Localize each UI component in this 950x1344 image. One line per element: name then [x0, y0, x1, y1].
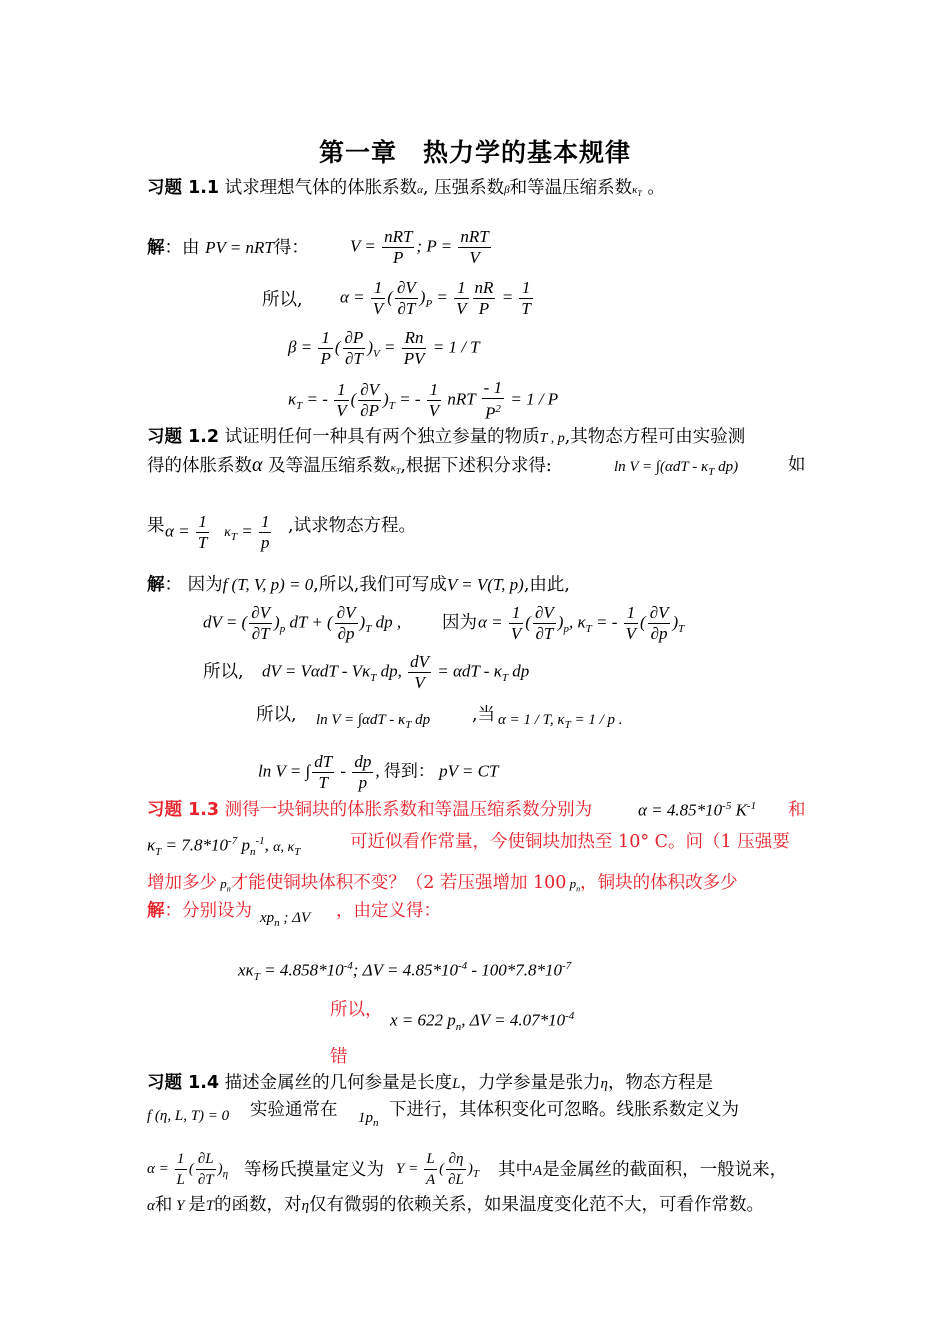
wrong-mark: 错: [330, 1047, 348, 1067]
solution-1-1: 解：由 PV = nRT得：: [147, 238, 309, 258]
equation-1-1-kappa: $\kappa_T$ = - $\frac{1}{V}$ ( $\frac{\partial V}{\partial P}$ )$_T$ = - $\frac{1}{V}$ nRT $\frac{- 1}{P^2}$ = 1 / P: [288, 378, 559, 423]
problem-1-2: 习题 1.2 试证明任何一种具有两个独立参量的物质T , p,其物态方程可由实验测: [147, 427, 746, 447]
equation-1-3-result: x = 622 $p_n$, $\Delta V = 4.07*10^{-4}$: [390, 1010, 575, 1034]
solution-1-3: 解：分别设为: [147, 901, 252, 921]
equation-1-1-alpha: α = $\frac{1}{V}$ ( $\frac{\partial V}{\partial T}$ )$_P$ = $\frac{1}{V}$ $\frac{nR}{P}$ = $\frac{1}{T}$: [340, 278, 531, 318]
equation-1-3-def: $x\kappa_T = 4.858*10^{-4}$; $\Delta V = 4.85*10^{-4} - 100*7.8*10^{-7}$: [238, 960, 572, 984]
problem-1-4-label: 习题 1.4: [147, 1073, 220, 1093]
problem-1-4-line3: 其中A是金属丝的截面积，一般说来，: [498, 1160, 788, 1180]
equation-1-2-result: ln V = ∫ $\frac{dT}{T}$ - $\frac{dp}{p}$ , 得到： pV = CT: [258, 752, 499, 792]
problem-1-3-line3: 增加多少 $p_n$才能使铜块体积不变？（2 若压强增加 100 $p_n$，铜块的体积改多少: [147, 873, 738, 894]
equation-1-2-defs: α = $\frac{1}{V}$ ( $\frac{\partial V}{\partial T}$ )$_p$, $\kappa_T$ = - $\frac{1}{V}$ ( $\frac{\partial V}{\partial p}$ )$_T$: [478, 603, 685, 643]
equation-1-1-beta: β = $\frac{1}{P}$ ( $\frac{\partial P}{\partial T}$ )$_V$ = $\frac{Rn}{PV}$ = 1 / T: [288, 328, 480, 368]
problem-1-4-line4: α和 Y 是T的函数，对η仅有微弱的依赖关系，如果温度变化范不大，可看作常数。: [147, 1195, 765, 1215]
equation-1-2-cond: α = 1 / T, $\kappa_T = 1 / p$ .: [498, 712, 623, 731]
equation-1-4-young: Y = $\frac{L}{A}$ ( $\frac{\partial\eta}{\partial L}$ )$_T$: [396, 1151, 480, 1188]
equation-1-3-alpha: $\alpha = 4.85*10^{-5}$ $K^{-1}$: [638, 800, 757, 820]
chapter-title: 第一章 热力学的基本规律: [318, 138, 631, 167]
problem-1-1: 习题 1.1 试求理想气体的体胀系数α, 压强系数β和等温压缩系数$\kappa_T$ 。: [147, 178, 665, 199]
document-page: 第一章 热力学的基本规律 习题 1.1 试求理想气体的体胀系数α, 压强系数β和等温压缩系数$\kappa_T$ 。 解：由 PV = nRT得： V = $\frac{\text{nRT}}{P}$ ; P = $\frac{\text{nRT}}{V}$ 所以, α = $\frac{1}{V}$ ( $\frac{\partial V}{\partial T}$ )$_P$ = $\frac{1}{V}$ $\frac{nR}{P}$ = $\frac{1}{T}$ β = $\frac{1}{P}$ ( $\frac{\partial P}{\partial T}$ )$_V$ = $\frac{Rn}{PV}$ = 1 / T $\kappa_T$ = - $\frac{1}{V}$ ( $\frac{\partial V}{\partial P}$ )$_T$ = - $\frac{1}{V}$ nRT $\frac{- 1}{P^2}$ = 1 / P 习题 1.2 试证明任何一种具有两个独立参量的物质T , p,其物态方程可由实验测 得的体胀系数α 及等温压缩系数$\kappa_T$,根据下述积分求得: $\ln V = \int(\alpha dT - \kappa_T$ dp) 如 果 α = $\frac{1}{T}$ $\kappa_T$ = $\frac{1}{p}$ ,试求物态方程。 解： 因为f (T, V, p) = 0,所以,我们可写成V = V(T, p),由此, dV = ( $\frac{\partial V}{\partial T}$ )$_p$ dT + ( $\frac{\partial V}{\partial p}$ )$_T$ dp , 因为 α = $\frac{1}{V}$ ( $\frac{\partial V}{\partial T}$ )$_p$, $\kappa_T$ = - $\frac{1}{V}$ ( $\frac{\partial V}{\partial p}$ )$_T$ 所以, dV = VαdT - $V\kappa_T$ dp, $\frac{dV}{V}$ = αdT - $\kappa_T$ dp 所以, $\ln V = \int\alpha dT - \kappa_T$ dp ,当 α = 1 / T, $\kappa_T = 1 / p$ . ln V = ∫ $\frac{dT}{T}$ - $\frac{dp}{p}$ , 得到： pV = CT 习题 1.3 测得一块铜块的体胀系数和等温压缩系数分别为 $\alpha = 4.85*10^{-5}$ $K^{-1}$ 和 $\kappa_T = 7.8*10^{-7}$ $p_n^{-1}$, α, $\kappa_T$ 可近似看作常量，今使铜块加热至 10° C。问（1 压强要 增加多少 $p_n$才能使铜块体积不变？（2 若压强增加 100 $p_n$，铜块的体积改多少 解：分别设为 $xp_n$ ; ΔV ，由定义得： $x\kappa_T = 4.858*10^{-4}$; $\Delta V = 4.85*10^{-4} - 100*7.8*10^{-7}$ 所以， x = 622 $p_n$, $\Delta V = 4.07*10^{-4}$ 错 习题 1.4 描述金属丝的几何参量是长度L，力学参量是张力η，物态方程是 f (η, L, T) = 0 实验通常在 $1p_n$ 下进行，其体积变化可忽略。线胀系数定义为 α = $\frac{1}{L}$ ( $\frac{\partial L}{\partial T}$ )$_\eta$ 等杨氏摸量定义为 Y = $\frac{L}{A}$ ( $\frac{\partial\eta}{\partial L}$ )$_T$ 其中A是金属丝的截面积，一般说来， α和 Y 是T的函数，对η仅有微弱的依赖关系，如果温度变化范不大，可看作常数。: [0, 0, 950, 1344]
so-1-1: 所以,: [262, 290, 303, 310]
equation-1-4-state: f (η, L, T) = 0: [147, 1108, 230, 1124]
problem-1-2-line2: 得的体胀系数α 及等温压缩系数$\kappa_T$,根据下述积分求得:: [147, 454, 552, 477]
problem-1-1-label: 习题 1.1: [147, 178, 220, 198]
problem-1-4: 习题 1.4 描述金属丝的几何参量是长度L，力学参量是张力η，物态方程是: [147, 1073, 713, 1093]
equation-1-2-dv2: dV = VαdT - $V\kappa_T$ dp, $\frac{dV}{V}$ = αdT - $\kappa_T$ dp: [262, 652, 530, 692]
equation-1-2-ln: $\ln V = \int\alpha dT - \kappa_T$ dp: [316, 712, 431, 731]
equation-1-2-dv: dV = ( $\frac{\partial V}{\partial T}$ )$_p$ dT + ( $\frac{\partial V}{\partial p}$ )$_T$ dp ,: [203, 603, 402, 643]
equation-1-3-kappa: $\kappa_T = 7.8*10^{-7}$ $p_n^{-1}$, α, $\kappa_T$: [147, 835, 301, 859]
equation-1-2-given: α = $\frac{1}{T}$ $\kappa_T$ = $\frac{1}{p}$: [165, 512, 270, 552]
problem-1-3: 习题 1.3 测得一块铜块的体胀系数和等温压缩系数分别为: [147, 800, 593, 820]
equation-1-2-integral: $\ln V = \int(\alpha dT - \kappa_T$ dp): [614, 459, 739, 478]
equation-1-1-a: V = $\frac{\text{nRT}}{P}$ ; P = $\frac{\text{nRT}}{V}$: [350, 227, 489, 267]
solution-1-2: 解： 因为f (T, V, p) = 0,所以,我们可写成V = V(T, p),由此,: [147, 575, 570, 595]
problem-1-3-label: 习题 1.3: [147, 800, 220, 820]
equation-1-4-alpha: α = $\frac{1}{L}$ ( $\frac{\partial L}{\partial T}$ )$_\eta$: [147, 1151, 229, 1188]
problem-1-2-label: 习题 1.2: [147, 427, 220, 447]
equation-1-4-pressure: $1p_n$: [358, 1110, 379, 1129]
equation-1-3-vars: $xp_n$ ; ΔV: [260, 910, 311, 929]
